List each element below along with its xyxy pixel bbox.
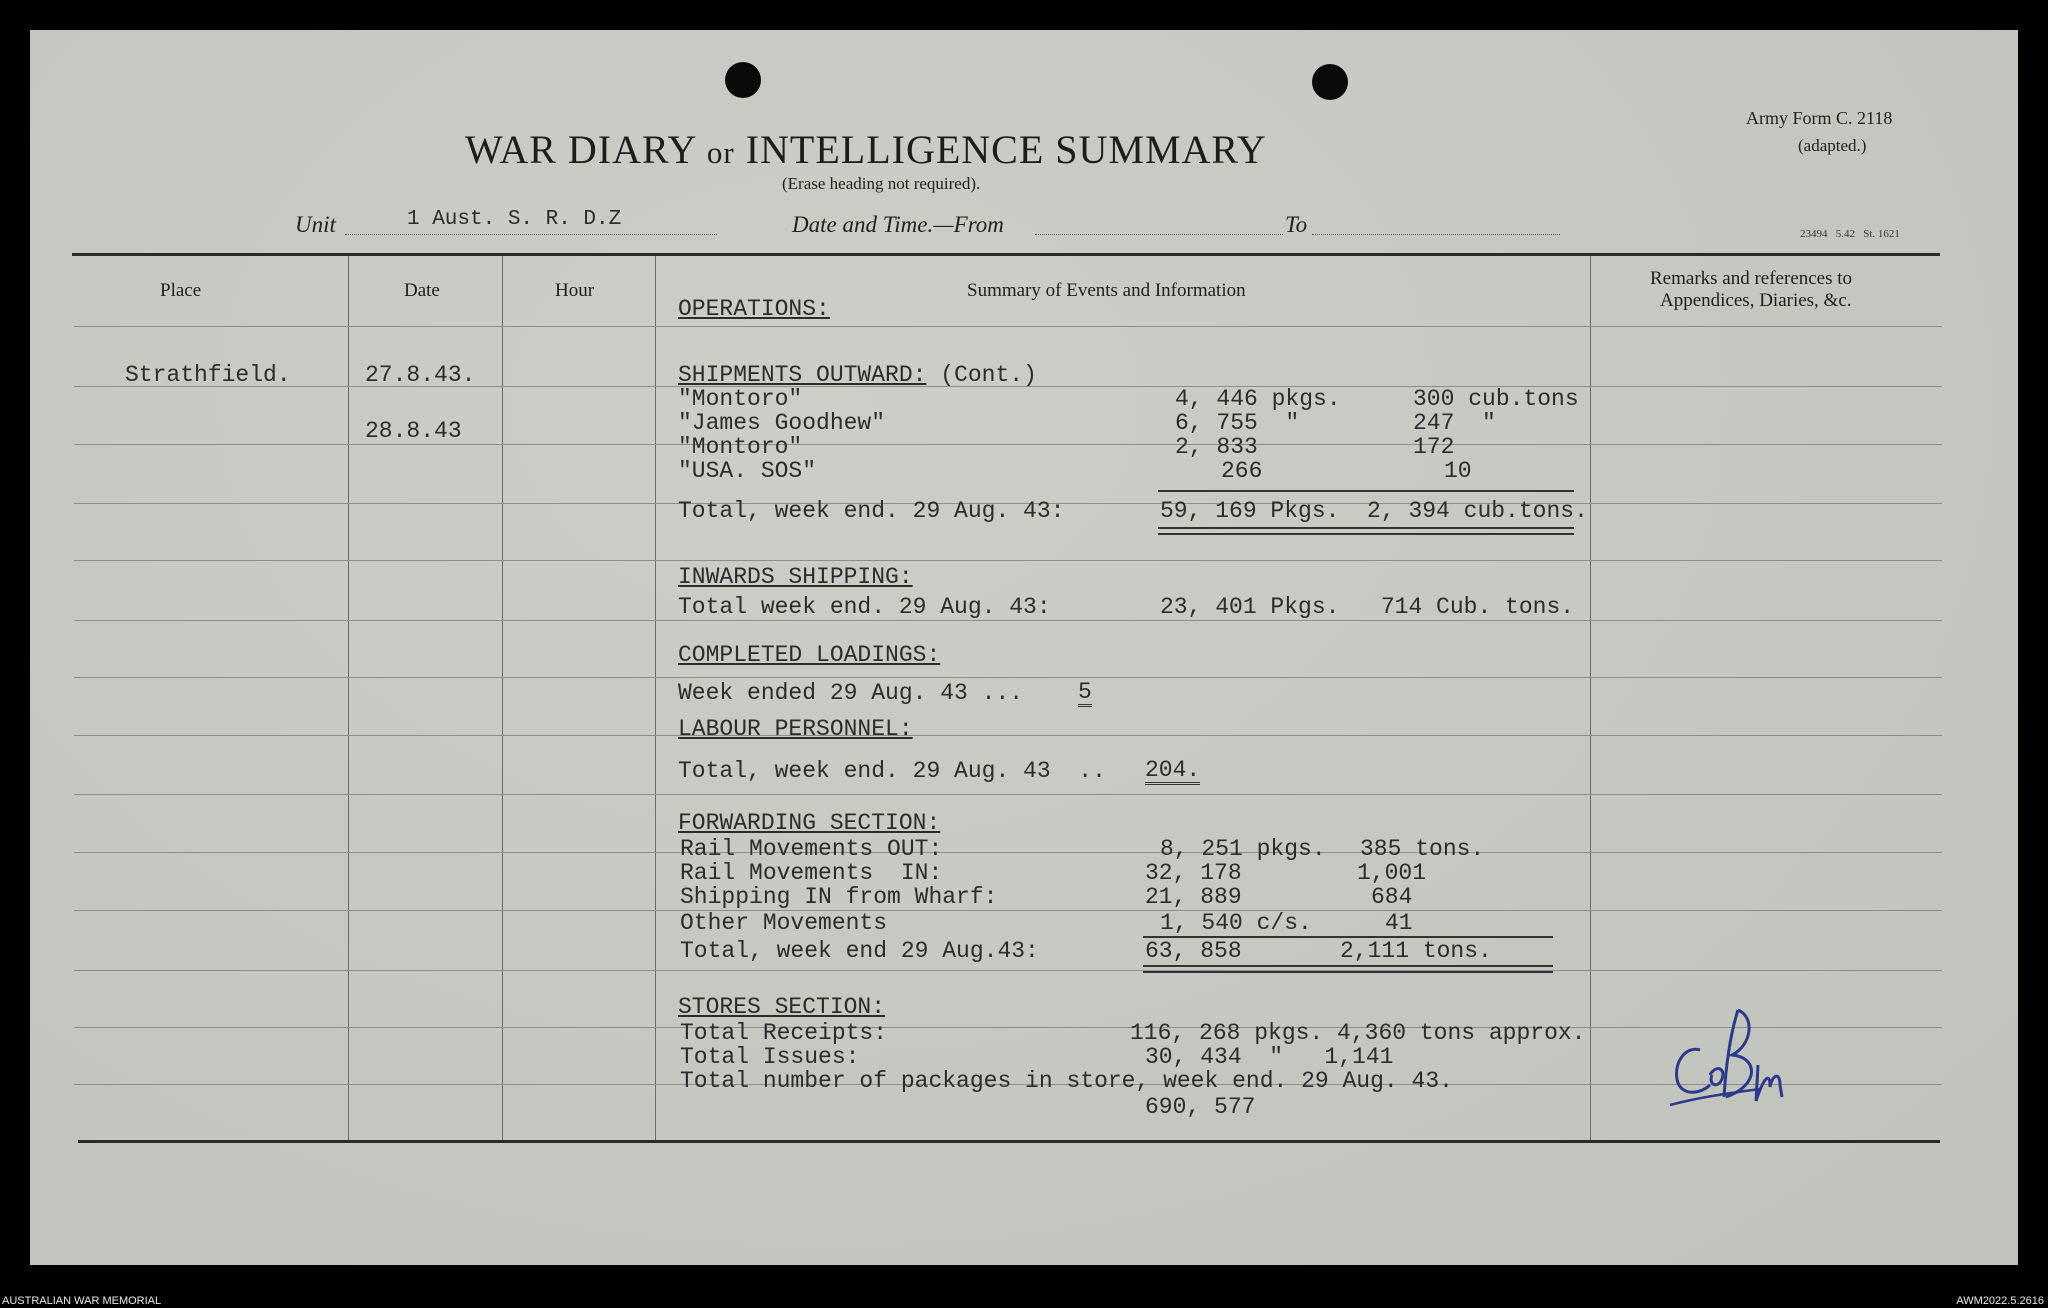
operations-heading: OPERATIONS: bbox=[678, 296, 830, 322]
shipment-name: "USA. SOS" bbox=[678, 458, 817, 484]
loadings-heading: COMPLETED LOADINGS: bbox=[678, 642, 941, 668]
inwards-heading: INWARDS SHIPPING: bbox=[678, 564, 913, 590]
to-label: To bbox=[1285, 212, 1308, 237]
shipment-pkgs: 4, 446 pkgs. bbox=[1175, 386, 1341, 412]
shipment-name: "Montoro" bbox=[678, 386, 803, 412]
row-line bbox=[74, 620, 1942, 621]
shipments-total-rule-top bbox=[1158, 490, 1574, 492]
table-top-rule bbox=[72, 253, 1940, 256]
diary-page bbox=[30, 30, 2018, 1265]
forwarding-total-b: 2,111 tons. bbox=[1340, 938, 1492, 964]
shipments-total-value: 59, 169 Pkgs. 2, 394 cub.tons. bbox=[1160, 498, 1588, 524]
forwarding-label: Other Movements bbox=[680, 910, 888, 936]
print-code: 23494 5.42 St. 1621 bbox=[1800, 228, 1900, 240]
forwarding-total-rule-bottom-2 bbox=[1143, 971, 1553, 973]
forwarding-value-b: 385 tons. bbox=[1360, 836, 1485, 862]
stores-heading: STORES SECTION: bbox=[678, 994, 886, 1020]
shipments-total-rule-bottom bbox=[1158, 527, 1574, 529]
footer-right: AWM2022.5.2616 bbox=[1956, 1295, 2044, 1307]
forwarding-value-b: 1,001 bbox=[1357, 860, 1427, 886]
col-divider-4 bbox=[1590, 256, 1591, 1140]
shipment-tons: 172 bbox=[1413, 434, 1455, 460]
form-number: Army Form C. 2118 bbox=[1746, 108, 1893, 128]
shipment-tons: 10 bbox=[1444, 458, 1472, 484]
shipments-heading-line: SHIPMENTS OUTWARD: (Cont.) bbox=[678, 362, 1037, 388]
row-line bbox=[74, 970, 1942, 971]
forwarding-value-a: 8, 251 pkgs. bbox=[1160, 836, 1326, 862]
receipts-value: 116, 268 pkgs. 4,360 tons approx. bbox=[1130, 1020, 1586, 1046]
forwarding-label: Rail Movements OUT: bbox=[680, 836, 943, 862]
forwarding-value-b: 684 bbox=[1371, 884, 1413, 910]
forwarding-value-a: 32, 178 bbox=[1145, 860, 1242, 886]
shipment-pkgs: 266 bbox=[1221, 458, 1263, 484]
col-divider-2 bbox=[502, 256, 503, 1140]
labour-value: 204. bbox=[1145, 757, 1201, 783]
forwarding-value-b: 41 bbox=[1385, 910, 1413, 936]
date-time-label: Date and Time.—From bbox=[792, 212, 1004, 237]
forwarding-total-rule-bottom bbox=[1143, 965, 1553, 967]
date-entry-2: 28.8.43 bbox=[365, 418, 462, 444]
date-to-field bbox=[1312, 210, 1560, 235]
shipment-tons: 247 " bbox=[1413, 410, 1496, 436]
receipts-label: Total Receipts: bbox=[680, 1020, 888, 1046]
inwards-total-label: Total week end. 29 Aug. 43: bbox=[678, 594, 1051, 620]
row-line bbox=[74, 560, 1942, 561]
col-header-remarks-2: Appendices, Diaries, &c. bbox=[1660, 290, 1852, 311]
row-line bbox=[74, 735, 1942, 736]
forwarding-value-a: 21, 889 bbox=[1145, 884, 1242, 910]
forwarding-value-a: 1, 540 c/s. bbox=[1160, 910, 1312, 936]
unit-value: 1 Aust. S. R. D.Z bbox=[407, 208, 622, 231]
table-bottom-rule bbox=[78, 1140, 1940, 1143]
date-entry-1: 27.8.43. bbox=[365, 362, 476, 388]
col-header-hour: Hour bbox=[555, 280, 595, 301]
col-header-remarks-1: Remarks and references to bbox=[1650, 268, 1853, 289]
shipment-pkgs: 6, 755 " bbox=[1175, 410, 1300, 436]
shipment-pkgs: 2, 833 bbox=[1175, 434, 1258, 460]
issues-value: 30, 434 " 1,141 bbox=[1145, 1044, 1394, 1070]
date-from-field bbox=[1035, 210, 1283, 235]
col-header-summary: Summary of Events and Information bbox=[967, 280, 1246, 301]
in-store-line: Total number of packages in store, week end. 29 Aug. 43. bbox=[680, 1068, 1453, 1094]
loadings-line: Week ended 29 Aug. 43 ... bbox=[678, 680, 1024, 706]
labour-heading: LABOUR PERSONNEL: bbox=[678, 716, 913, 742]
punch-hole-right bbox=[1312, 64, 1348, 100]
issues-label: Total Issues: bbox=[680, 1044, 860, 1070]
col-divider-1 bbox=[348, 256, 349, 1140]
page-title: WAR DIARY or INTELLIGENCE SUMMARY bbox=[465, 127, 1267, 172]
forwarding-total-a: 63, 858 bbox=[1145, 938, 1242, 964]
shipment-tons: 300 cub.tons bbox=[1413, 386, 1579, 412]
row-line bbox=[74, 444, 1942, 445]
inwards-total-value: 23, 401 Pkgs. 714 Cub. tons. bbox=[1160, 594, 1575, 620]
in-store-value: 690, 577 bbox=[1145, 1094, 1256, 1120]
place-entry: Strathfield. bbox=[125, 362, 291, 388]
row-line bbox=[74, 794, 1942, 795]
col-divider-3 bbox=[655, 256, 656, 1140]
shipment-name: "James Goodhew" bbox=[678, 410, 886, 436]
row-line bbox=[74, 910, 1942, 911]
punch-hole-left bbox=[725, 62, 761, 98]
shipment-name: "Montoro" bbox=[678, 434, 803, 460]
col-header-place: Place bbox=[160, 280, 202, 301]
row-line bbox=[74, 677, 1942, 678]
forwarding-heading: FORWARDING SECTION: bbox=[678, 810, 941, 836]
footer-left: AUSTRALIAN WAR MEMORIAL bbox=[2, 1295, 162, 1307]
shipments-total-rule-bottom-2 bbox=[1158, 533, 1574, 535]
forwarding-label: Rail Movements IN: bbox=[680, 860, 943, 886]
loadings-value: 5 bbox=[1078, 679, 1092, 705]
row-line bbox=[74, 852, 1942, 853]
forwarding-label: Shipping IN from Wharf: bbox=[680, 884, 998, 910]
shipments-total-label: Total, week end. 29 Aug. 43: bbox=[678, 498, 1065, 524]
col-header-date: Date bbox=[404, 280, 440, 301]
page-subtitle: (Erase heading not required). bbox=[782, 174, 981, 193]
unit-label: Unit bbox=[295, 212, 336, 237]
labour-line: Total, week end. 29 Aug. 43 .. bbox=[678, 758, 1106, 784]
row-line bbox=[74, 326, 1942, 327]
forwarding-total-label: Total, week end 29 Aug.43: bbox=[680, 938, 1039, 964]
form-adapted: (adapted.) bbox=[1798, 136, 1867, 155]
signature-image bbox=[1660, 1005, 1810, 1115]
